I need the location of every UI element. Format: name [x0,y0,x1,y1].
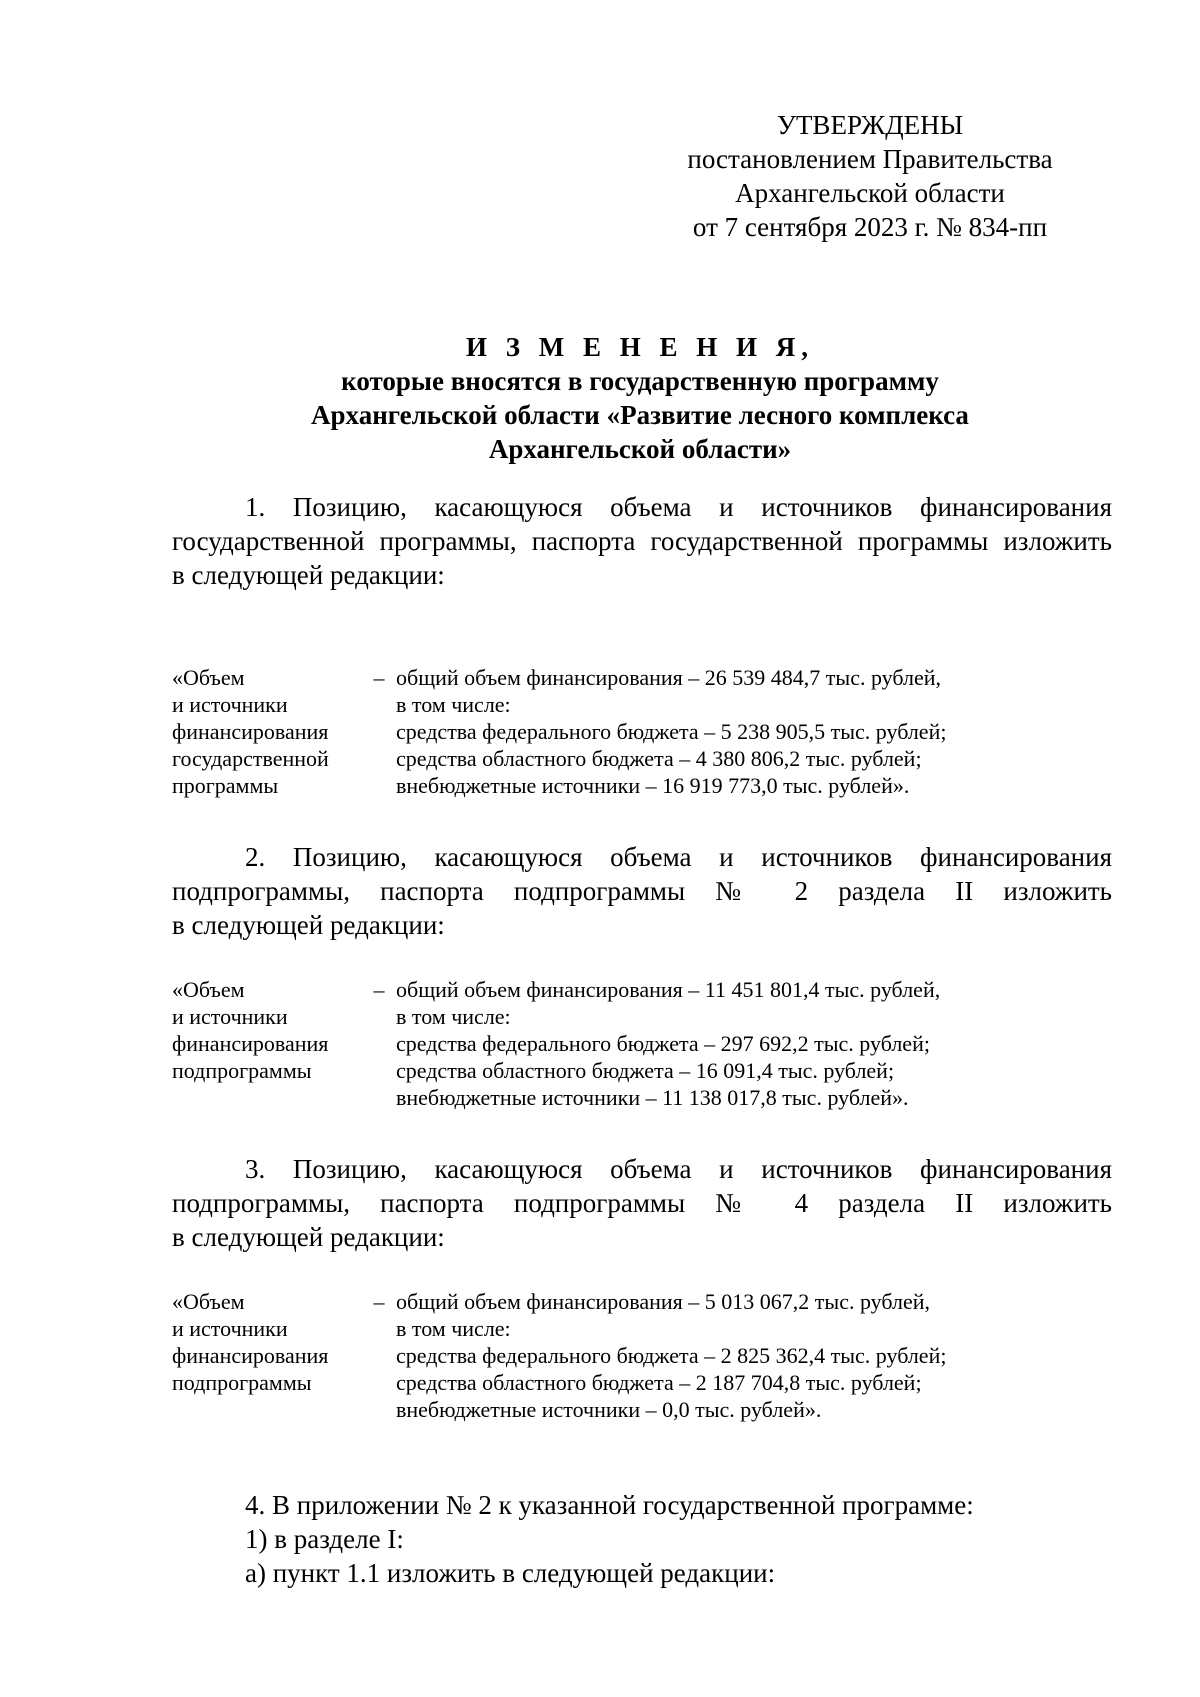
finance-value: внебюджетные источники – 16 919 773,0 тыс. рублей». [396,773,910,798]
paragraph-3 [172,1152,1112,1254]
finance-value: средства федерального бюджета – 297 692,2 тыс. рублей; [396,1031,930,1056]
paragraph-1 [172,490,1112,592]
finance-dash: – [373,665,385,690]
finance-value: внебюджетные источники – 11 138 017,8 тыс. рублей». [396,1085,909,1110]
finance-value: общий объем финансирования – 26 539 484,7 тыс. рублей, [396,665,942,690]
finance-label: подпрограммы [172,1058,312,1083]
finance-row [172,1396,1112,1423]
list-item: 4. В приложении № 2 к указанной государственной программе: [245,1490,974,1520]
finance-label: и источники [172,1316,288,1341]
finance-label [172,1084,362,1111]
finance-dash: – [373,977,385,1002]
finance-row [172,1288,1112,1315]
title-line: Архангельской области «Развитие лесного комплекса [311,400,969,430]
finance-label: государственной [172,746,329,771]
paragraph-line: 1. Позицию, касающуюся объема и источников финансирования [245,492,1112,522]
title-line: которые вносятся в государственную программу [341,366,939,396]
finance-value: в том числе: [396,1004,511,1029]
finance-row [172,1084,1112,1111]
finance-row [172,976,1112,1003]
finance-value: в том числе: [396,692,511,717]
paragraph-2 [172,840,1112,942]
approval-date-line: от 7 сентября 2023 г. № 834-пп [692,212,1048,242]
finance-row [172,1369,1112,1396]
finance-table-1 [172,664,1112,799]
paragraph-line: подпрограммы, паспорта подпрограммы № 4 раздела II изложить [172,1188,1112,1218]
approval-line: Архангельской области [735,178,1005,208]
finance-value: общий объем финансирования – 11 451 801,4 тыс. рублей, [396,977,941,1002]
paragraph-line: государственной программы, паспорта государственной программы изложить [172,526,1112,556]
finance-label: «Объем [172,665,245,690]
finance-row [172,1342,1112,1369]
finance-value: средства областного бюджета – 2 187 704,8 тыс. рублей; [396,1370,922,1395]
finance-table-3 [172,1288,1112,1423]
finance-label [172,1396,362,1423]
finance-row [172,745,1112,772]
list-item: а) пункт 1.1 изложить в следующей редакции: [245,1558,776,1588]
finance-value: средства федерального бюджета – 2 825 362,4 тыс. рублей; [396,1343,947,1368]
finance-label: «Объем [172,1289,245,1314]
finance-dash: – [373,1289,385,1314]
title-main: И З М Е Н Е Н И Я, [465,332,814,362]
finance-label: финансирования [172,1031,329,1056]
finance-value: общий объем финансирования – 5 013 067,2 тыс. рублей, [396,1289,931,1314]
paragraph-line: в следующей редакции: [172,1222,445,1252]
finance-value: в том числе: [396,1316,511,1341]
title-line: Архангельской области» [488,434,792,464]
amendment-list [245,1488,1105,1590]
paragraph-line: в следующей редакции: [172,560,445,590]
finance-row [172,1315,1112,1342]
approval-line: постановлением Правительства [687,144,1053,174]
finance-label: и источники [172,692,288,717]
paragraph-line: 3. Позицию, касающуюся объема и источников финансирования [245,1154,1112,1184]
finance-row [172,664,1112,691]
finance-label: и источники [172,1004,288,1029]
finance-row [172,718,1112,745]
finance-value: средства федерального бюджета – 5 238 905,5 тыс. рублей; [396,719,947,744]
finance-label: программы [172,773,279,798]
list-item: 1) в разделе I: [245,1524,404,1554]
finance-table-2 [172,976,1112,1111]
finance-row [172,1057,1112,1084]
finance-label: финансирования [172,719,329,744]
approval-block [640,108,1100,244]
document-title [170,330,1110,466]
finance-label: «Объем [172,977,245,1002]
finance-row [172,772,1112,799]
paragraph-line: подпрограммы, паспорта подпрограммы № 2 раздела II изложить [172,876,1112,906]
finance-value: средства областного бюджета – 4 380 806,2 тыс. рублей; [396,746,922,771]
finance-row [172,1003,1112,1030]
approval-heading: УТВЕРЖДЕНЫ [776,110,964,140]
finance-row [172,691,1112,718]
finance-row [172,1030,1112,1057]
finance-value: средства областного бюджета – 16 091,4 тыс. рублей; [396,1058,895,1083]
paragraph-line: в следующей редакции: [172,910,445,940]
finance-value: внебюджетные источники – 0,0 тыс. рублей». [396,1397,822,1422]
paragraph-line: 2. Позицию, касающуюся объема и источников финансирования [245,842,1112,872]
finance-label: подпрограммы [172,1370,312,1395]
finance-label: финансирования [172,1343,329,1368]
